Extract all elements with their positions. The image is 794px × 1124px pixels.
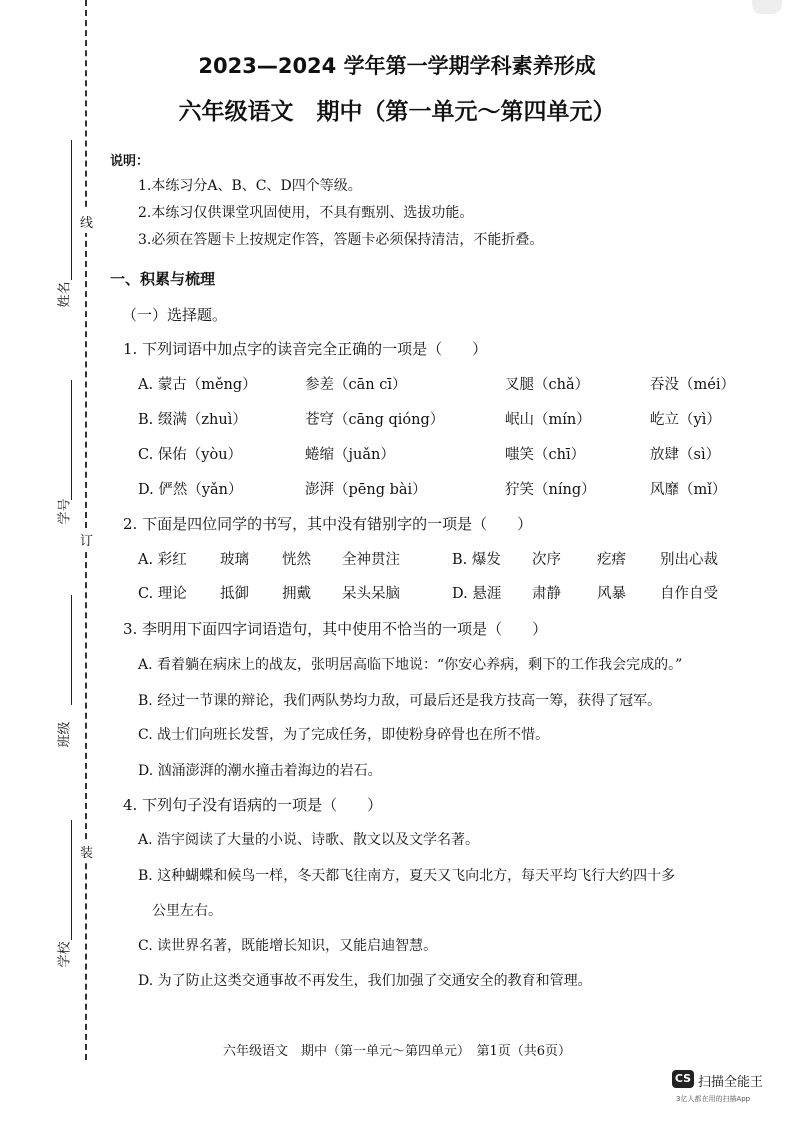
q2-option: 全神贯注 (342, 552, 400, 568)
note-item: 3.必须在答题卡上按规定作答，答题卡必须保持清洁，不能折叠。 (138, 232, 544, 248)
q3-option: A. 看着躺在病床上的战友，张明居高临下地说：“你安心养病，剩下的工作我会完成的。” (138, 657, 683, 673)
subsection-title: （一）选择题。 (122, 306, 228, 324)
page-corner (752, 0, 782, 14)
binding-char-ding: 订 (80, 528, 93, 551)
note-item: 1.本练习分A、B、C、D四个等级。 (138, 178, 362, 194)
q1-option: B. 缀满（zhuì） (138, 412, 247, 428)
q1-option: C. 保佑（yòu） (138, 447, 243, 463)
q2-option: 疙瘩 (597, 552, 626, 568)
q1-option: D. 俨然（yǎn） (138, 482, 243, 498)
q2-option: 肃静 (532, 586, 561, 602)
class-line (71, 595, 72, 705)
q2-option: 自作自受 (660, 586, 718, 602)
q1-option: 澎湃（pēng bài） (305, 482, 427, 498)
note-item: 2.本练习仅供课堂巩固使用，不具有甄别、选拔功能。 (138, 205, 474, 221)
q1-option: 蜷缩（juǎn） (305, 447, 395, 463)
notes-label: 说明： (110, 154, 150, 169)
name-label: 姓名 (57, 281, 73, 308)
student-id-label: 学号 (57, 498, 73, 525)
question-2-stem: 2. 下面是四位同学的书写，其中没有错别字的一项是（ ） (123, 515, 533, 533)
question-1-stem: 1. 下列词语中加点字的读音完全正确的一项是（ ） (123, 340, 488, 358)
q1-option: 岷山（mín） (505, 412, 591, 428)
q3-option: D. 汹涌澎湃的潮水撞击着海边的岩石。 (138, 763, 382, 779)
student-id-line (71, 380, 72, 500)
q1-option: 参差（cān cī） (305, 377, 407, 393)
q2-option: 玻璃 (220, 552, 249, 568)
q1-option: 吞没（méi） (650, 377, 735, 393)
class-label: 班级 (57, 721, 73, 748)
q2-option: D. 悬涯 (452, 586, 502, 602)
q1-option: 嗤笑（chī） (505, 447, 586, 463)
binding-char-xian: 线 (80, 210, 93, 233)
q2-option: 次序 (532, 552, 561, 568)
q2-option: 恍然 (282, 552, 311, 568)
q2-option: 呆头呆脑 (342, 586, 400, 602)
q4-option: A. 浩宇阅读了大量的小说、诗歌、散文以及文学名著。 (138, 832, 480, 848)
q4-option-continuation: 公里左右。 (152, 903, 222, 919)
q2-option: A. 彩红 (138, 552, 187, 568)
q4-option: B. 这种蝴蝶和候鸟一样，冬天都飞往南方，夏天又飞向北方，每天平均飞行大约四十多 (138, 868, 676, 884)
q4-option: D. 为了防止这类交通事故不再发生，我们加强了交通安全的教育和管理。 (138, 973, 592, 989)
q1-option: 放肆（sì） (650, 447, 721, 463)
question-3-stem: 3. 李明用下面四字词语造句，其中使用不恰当的一项是（ ） (123, 620, 548, 638)
q1-option: 狞笑（níng） (505, 482, 596, 498)
q2-option: B. 爆发 (452, 552, 501, 568)
q2-option: C. 理论 (138, 586, 187, 602)
q1-option: 屹立（yì） (650, 412, 721, 428)
exam-subtitle: 六年级语文 期中（第一单元～第四单元） (178, 98, 616, 125)
school-line (71, 820, 72, 940)
school-label: 学校 (57, 941, 73, 968)
exam-title: 2023—2024 学年第一学期学科素养形成 (198, 54, 596, 78)
camscanner-logo-icon: CS (672, 1070, 694, 1088)
q1-option: A. 蒙古（měng） (138, 377, 257, 393)
q2-option: 拥戴 (282, 586, 311, 602)
question-4-stem: 4. 下列句子没有语病的一项是（ ） (123, 796, 383, 814)
q1-option: 风靡（mǐ） (650, 482, 727, 498)
q3-option: C. 战士们向班长发誓，为了完成任务，即使粉身碎骨也在所不惜。 (138, 727, 550, 743)
camscanner-tagline: 3亿人都在用的扫描App (676, 1095, 751, 1103)
q4-option: C. 读世界名著，既能增长知识，又能启迪智慧。 (138, 938, 438, 954)
q2-option: 风暴 (597, 586, 626, 602)
section-title: 一、积累与梳理 (110, 270, 216, 288)
binding-char-zhuang: 装 (80, 840, 93, 863)
camscanner-name: 扫描全能王 (698, 1075, 764, 1090)
q3-option: B. 经过一节课的辩论，我们两队势均力敌，可最后还是我方技高一筹，获得了冠军。 (138, 693, 662, 709)
name-line (71, 140, 72, 280)
q1-option: 苍穹（cāng qióng） (305, 412, 445, 428)
q2-option: 抵御 (220, 586, 249, 602)
q1-option: 叉腿（chǎ） (505, 377, 590, 393)
q2-option: 别出心裁 (660, 552, 718, 568)
page-footer: 六年级语文 期中（第一单元～第四单元） 第1页（共6页） (222, 1044, 572, 1059)
